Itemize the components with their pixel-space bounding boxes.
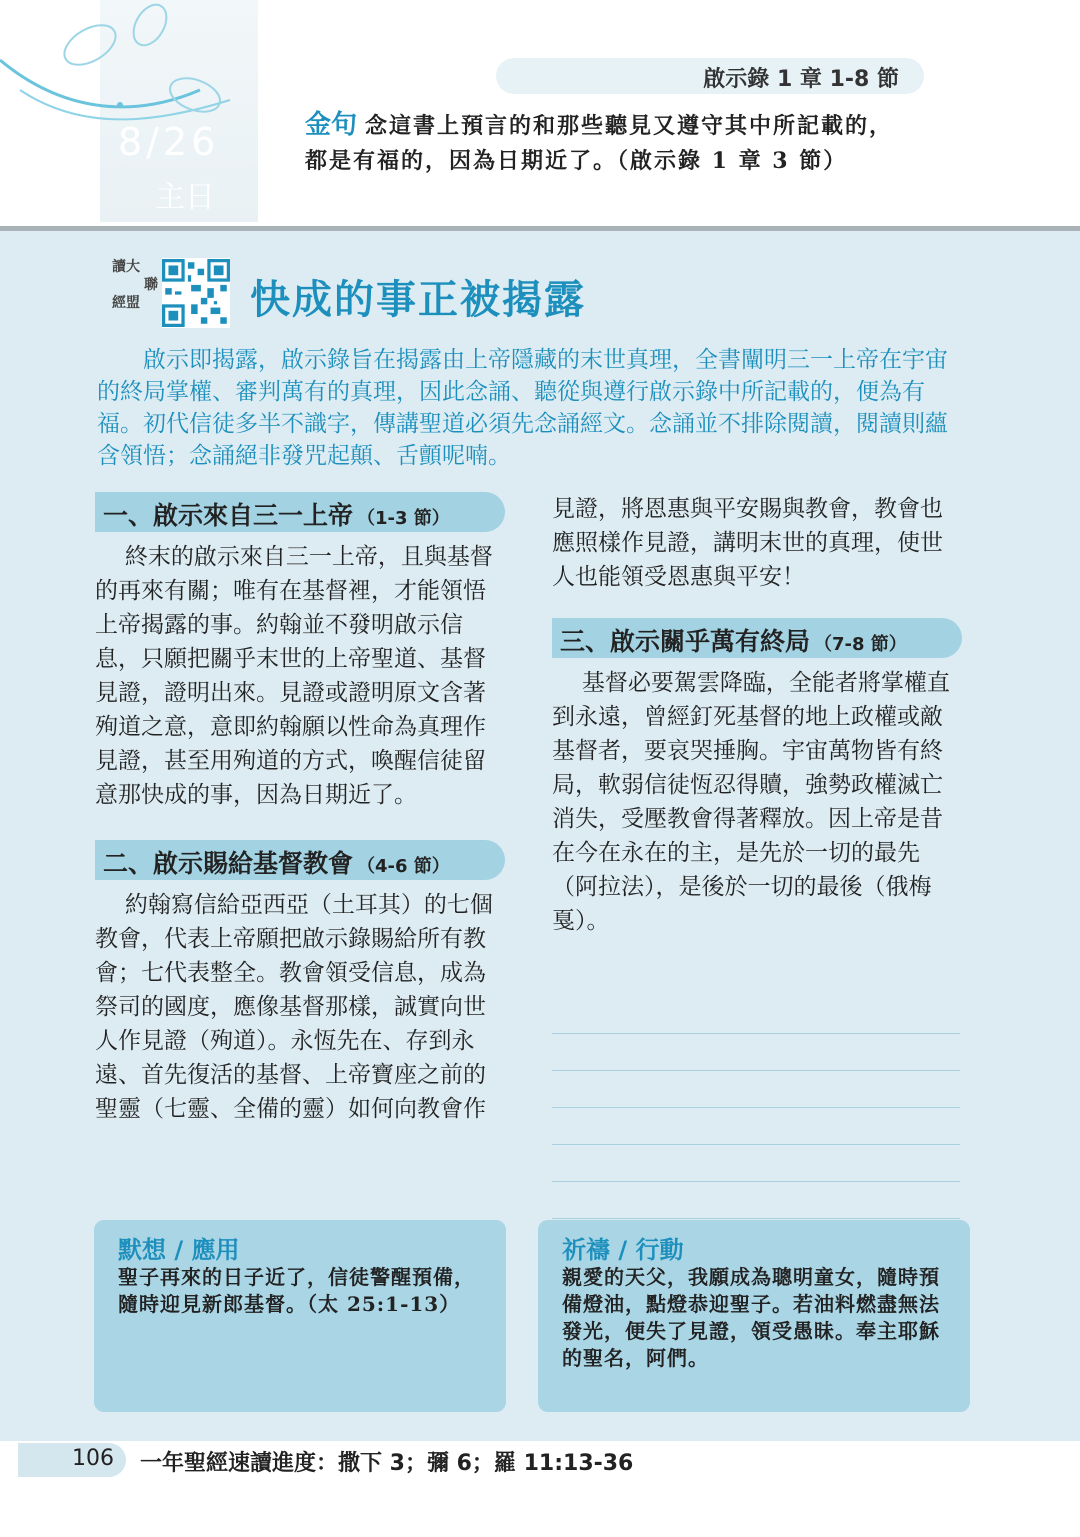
section-3-text: 基督必要駕雲降臨，全能者將掌權直到永遠，曾經釘死基督的地上政權或敵基督者，要哀哭捶胸。宇宙萬物皆有終局，軟弱信徒恆忍得贖，強勢政權滅亡消失，受壓教會得著釋放。因上帝是昔在今在永在的主，是先於一切的最先（阿拉法），是後於一切的最後（俄梅戛）。 xyxy=(552,670,950,934)
golden-verse xyxy=(305,108,985,179)
day-watermark: 主日 xyxy=(155,180,215,215)
reading-schedule: 一年聖經速讀進度：撒下 3；彌 6；羅 11:13-36 xyxy=(140,1451,634,1476)
scripture-reference-pill xyxy=(496,58,924,94)
date-watermark: 8/26 xyxy=(118,120,220,164)
leaf-ornament-icon xyxy=(0,0,270,225)
note-lines[interactable] xyxy=(552,997,960,1219)
golden-verse-line2: 都是有福的，因為日期近了。（啟示錄 1 章 3 節） xyxy=(305,148,848,174)
right-column xyxy=(552,492,962,938)
section-2-text: 約翰寫信給亞西亞（土耳其）的七個教會，代表上帝願把啟示錄賜給所有教會；七代表整全。教會領受信息，成為祭司的國度，應像基督那樣，誠實向世人作見證（殉道）。永恆先在、存到永遠、首先復活的基督、上帝寶座之前的聖靈（七靈、全備的靈）如何向教會作 xyxy=(95,892,493,1122)
page-number: 106 xyxy=(72,1446,114,1471)
article-intro: 啟示即揭露，啟示錄旨在揭露由上帝隱藏的末世真理，全書闡明三一上帝在宇宙的終局掌權、審判萬有的真理，因此念誦、聽從與遵行啟示錄中所記載的，便為有福。初代信徒多半不識字，傳講聖道必須先念誦經文。念誦並不排除閱讀，閱讀則蘊含領悟；念誦絕非發咒起顛、舌顫呢喃。 xyxy=(97,347,948,469)
section-1-text: 終末的啟示來自三一上帝，且與基督的再來有關；唯有在基督裡，才能領悟上帝揭露的事。約翰並不發明啟示信息，只願把關乎末世的上帝聖道、基督見證，證明出來。見證或證明原文含著殉道之意，意即約翰願以性命為真理作見證，甚至用殉道的方式，喚醒信徒留意那快成的事，因為日期近了。 xyxy=(95,544,493,808)
qr-label: 讀大 聯 經盟 xyxy=(112,259,158,311)
section-1-heading: 一、啟示來自三一上帝 （1-3 節） xyxy=(95,492,505,532)
reflection-heading: 默想 / 應用 xyxy=(118,1236,240,1264)
prayer-box xyxy=(538,1220,970,1412)
section-2-continued: 見證，將恩惠與平安賜與教會，教會也應照樣作見證，講明末世的真理，使世人也能領受恩惠與平安！ xyxy=(552,496,943,590)
header-area xyxy=(0,0,1080,230)
scripture-reference: 啟示錄 1 章 1-8 節 xyxy=(703,67,899,92)
article-title: 快成的事正被揭露 xyxy=(250,277,586,323)
qr-code-icon[interactable] xyxy=(162,258,230,328)
prayer-text: 親愛的天父，我願成為聰明童女，隨時預備燈油，點燈恭迎聖子。若油料燃盡無法發光，便失了見證，領受愚昧。奉主耶穌的聖名，阿們。 xyxy=(562,1265,940,1370)
section-2-heading: 二、啟示賜給基督教會 （4-6 節） xyxy=(95,840,505,880)
section-3-heading: 三、啟示關乎萬有終局 （7-8 節） xyxy=(552,618,962,658)
reflection-box xyxy=(94,1220,506,1412)
golden-verse-line1: 念這書上預言的和那些聽見又遵守其中所記載的， xyxy=(365,113,894,139)
prayer-heading: 祈禱 / 行動 xyxy=(562,1236,684,1264)
golden-verse-label: 金句 xyxy=(305,110,358,140)
reflection-text: 聖子再來的日子近了，信徒警醒預備，隨時迎見新郎基督。（太 25:1-13） xyxy=(118,1265,475,1316)
left-column xyxy=(95,492,505,1126)
qr-block xyxy=(112,258,230,330)
